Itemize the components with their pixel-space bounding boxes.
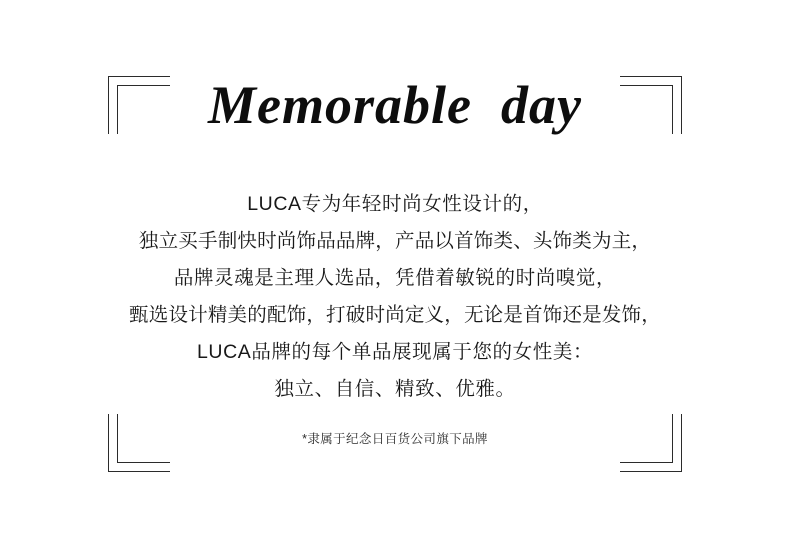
description-line: LUCA品牌的每个单品展现属于您的女性美： <box>196 341 594 363</box>
footnote: *隶属于纪念日百货公司旗下品牌 <box>302 432 488 446</box>
page-title: Memorable day <box>208 75 582 135</box>
description-line: 独立买手制快时尚饰品品牌，产品以首饰类、头饰类为主， <box>138 230 652 252</box>
description-line: LUCA专为年轻时尚女性设计的， <box>247 193 543 215</box>
description-line: 品牌灵魂是主理人选品，凭借着敏锐的时尚嗅觉， <box>173 267 617 289</box>
brand-description <box>60 186 730 408</box>
description-line: 独立、自信、精致、优雅。 <box>274 378 516 400</box>
description-line: 甄选设计精美的配饰，打破时尚定义，无论是首饰还是发饰， <box>129 304 661 326</box>
